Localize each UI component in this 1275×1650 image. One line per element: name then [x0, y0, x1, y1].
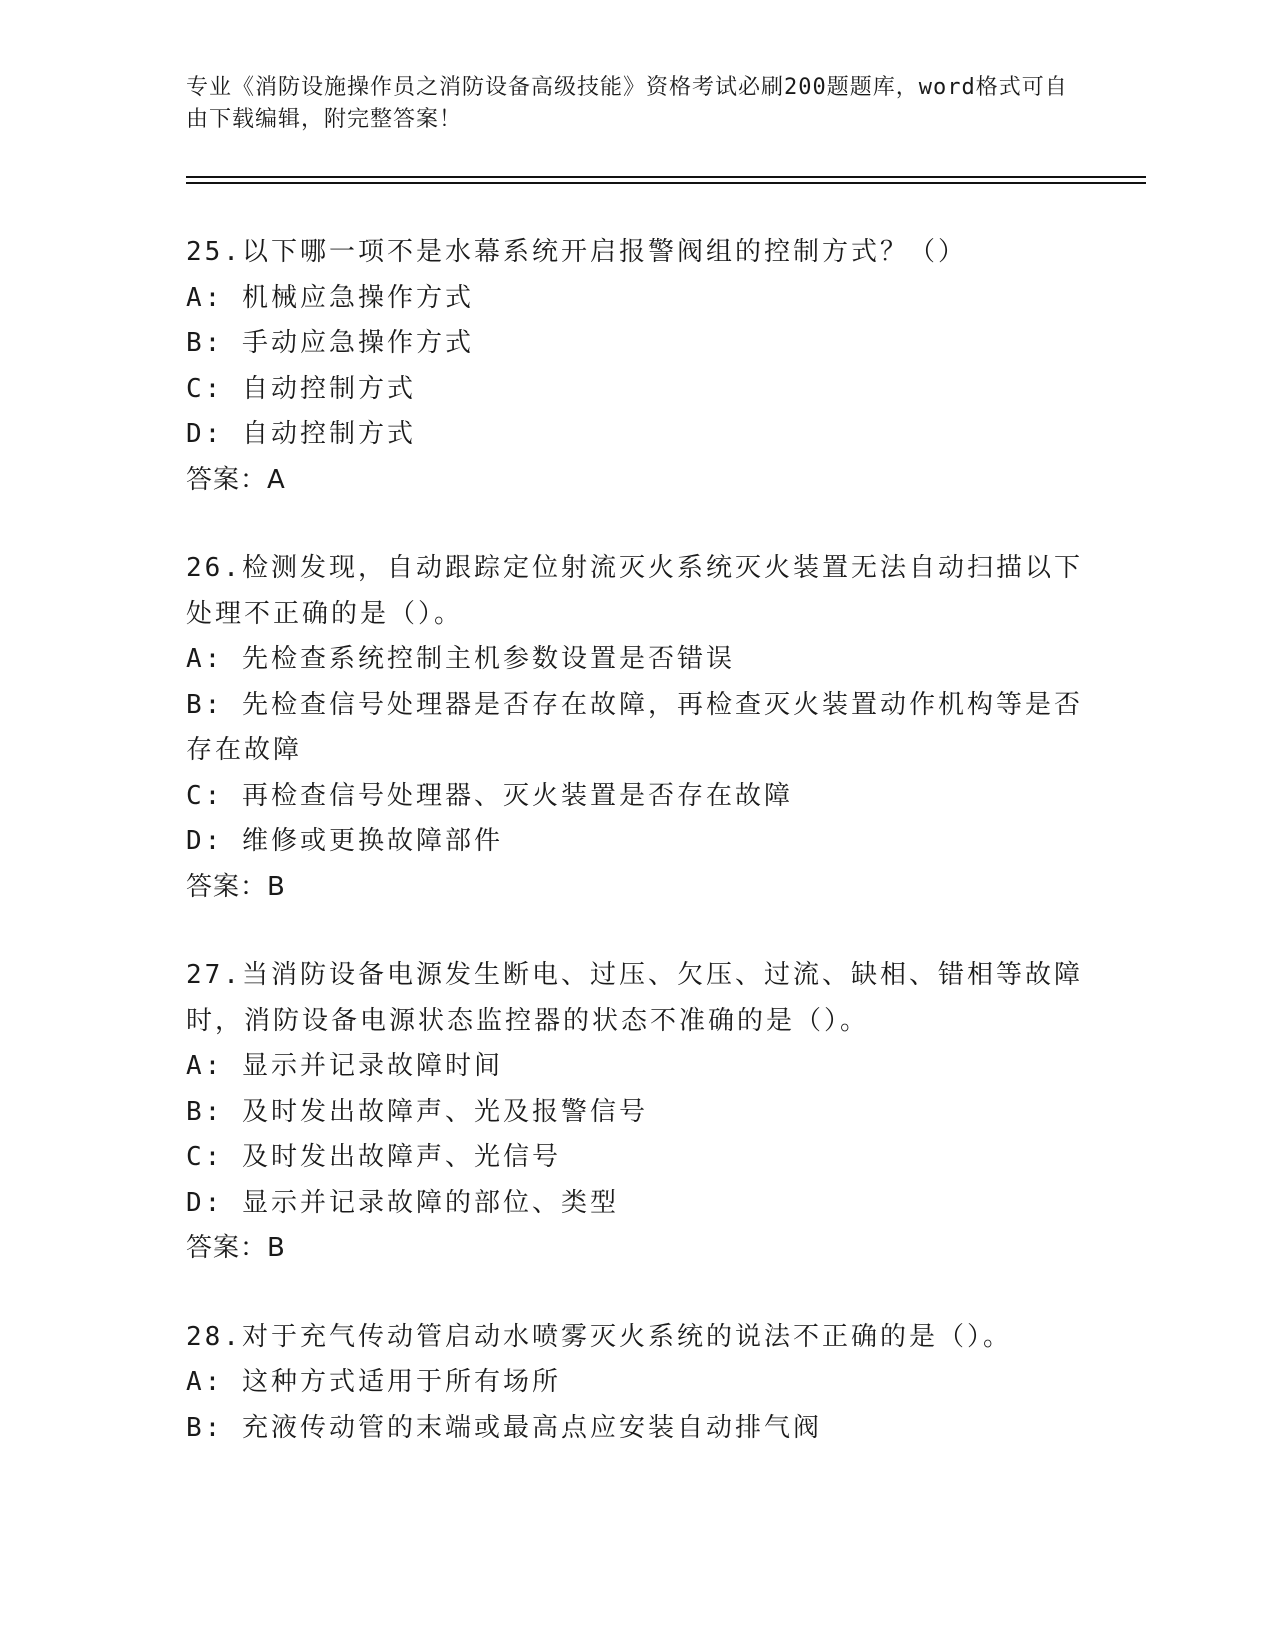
answer-label: 答案：A: [186, 464, 286, 495]
header-divider-bottom: [186, 182, 1146, 184]
question-stem: 28.对于充气传动管启动水喷雾灭火系统的说法不正确的是（）。: [186, 1321, 1012, 1352]
option-a: A: 这种方式适用于所有场所: [186, 1367, 561, 1397]
document-header: 专业《消防设施操作员之消防设备高级技能》资格考试必刷200题题库，word格式可自由下载编辑，附完整答案！: [186, 75, 1068, 132]
option-a: A: 先检查系统控制主机参数设置是否错误: [186, 644, 735, 674]
option-b: B: 充液传动管的末端或最高点应安装自动排气阀: [186, 1412, 822, 1443]
answer-label: 答案：B: [186, 1233, 286, 1263]
question-stem: 25.以下哪一项不是水幕系统开启报警阀组的控制方式？（）: [186, 237, 967, 267]
option-c: C: 及时发出故障声、光信号: [186, 1142, 561, 1172]
question-25: [186, 230, 1086, 503]
question-stem: 27.当消防设备电源发生断电、过压、欠压、过流、缺相、错相等故障时，消防设备电源状态监控器的状态不准确的是（）。: [186, 960, 1083, 1036]
option-d: D: 自动控制方式: [186, 419, 416, 449]
option-a: A: 显示并记录故障时间: [186, 1051, 503, 1081]
question-26: [186, 546, 1086, 910]
answer-label: 答案：B: [186, 871, 286, 902]
option-d: D: 显示并记录故障的部位、类型: [186, 1187, 619, 1218]
option-b: B: 手动应急操作方式: [186, 328, 474, 358]
option-a: A: 机械应急操作方式: [186, 282, 474, 313]
option-b: B: 及时发出故障声、光及报警信号: [186, 1096, 648, 1127]
question-stem: 26.检测发现，自动跟踪定位射流灭火系统灭火装置无法自动扫描以下处理不正确的是（）。: [186, 553, 1083, 629]
option-c: C: 自动控制方式: [186, 373, 416, 404]
header-divider-top: [186, 176, 1146, 178]
question-28: [186, 1315, 1086, 1452]
question-27: [186, 953, 1086, 1272]
option-c: C: 再检查信号处理器、灭火装置是否存在故障: [186, 780, 793, 811]
option-d: D: 维修或更换故障部件: [186, 826, 503, 856]
option-b: B: 先检查信号处理器是否存在故障，再检查灭火装置动作机构等是否存在故障: [186, 689, 1083, 765]
question-list: [186, 230, 1086, 1494]
